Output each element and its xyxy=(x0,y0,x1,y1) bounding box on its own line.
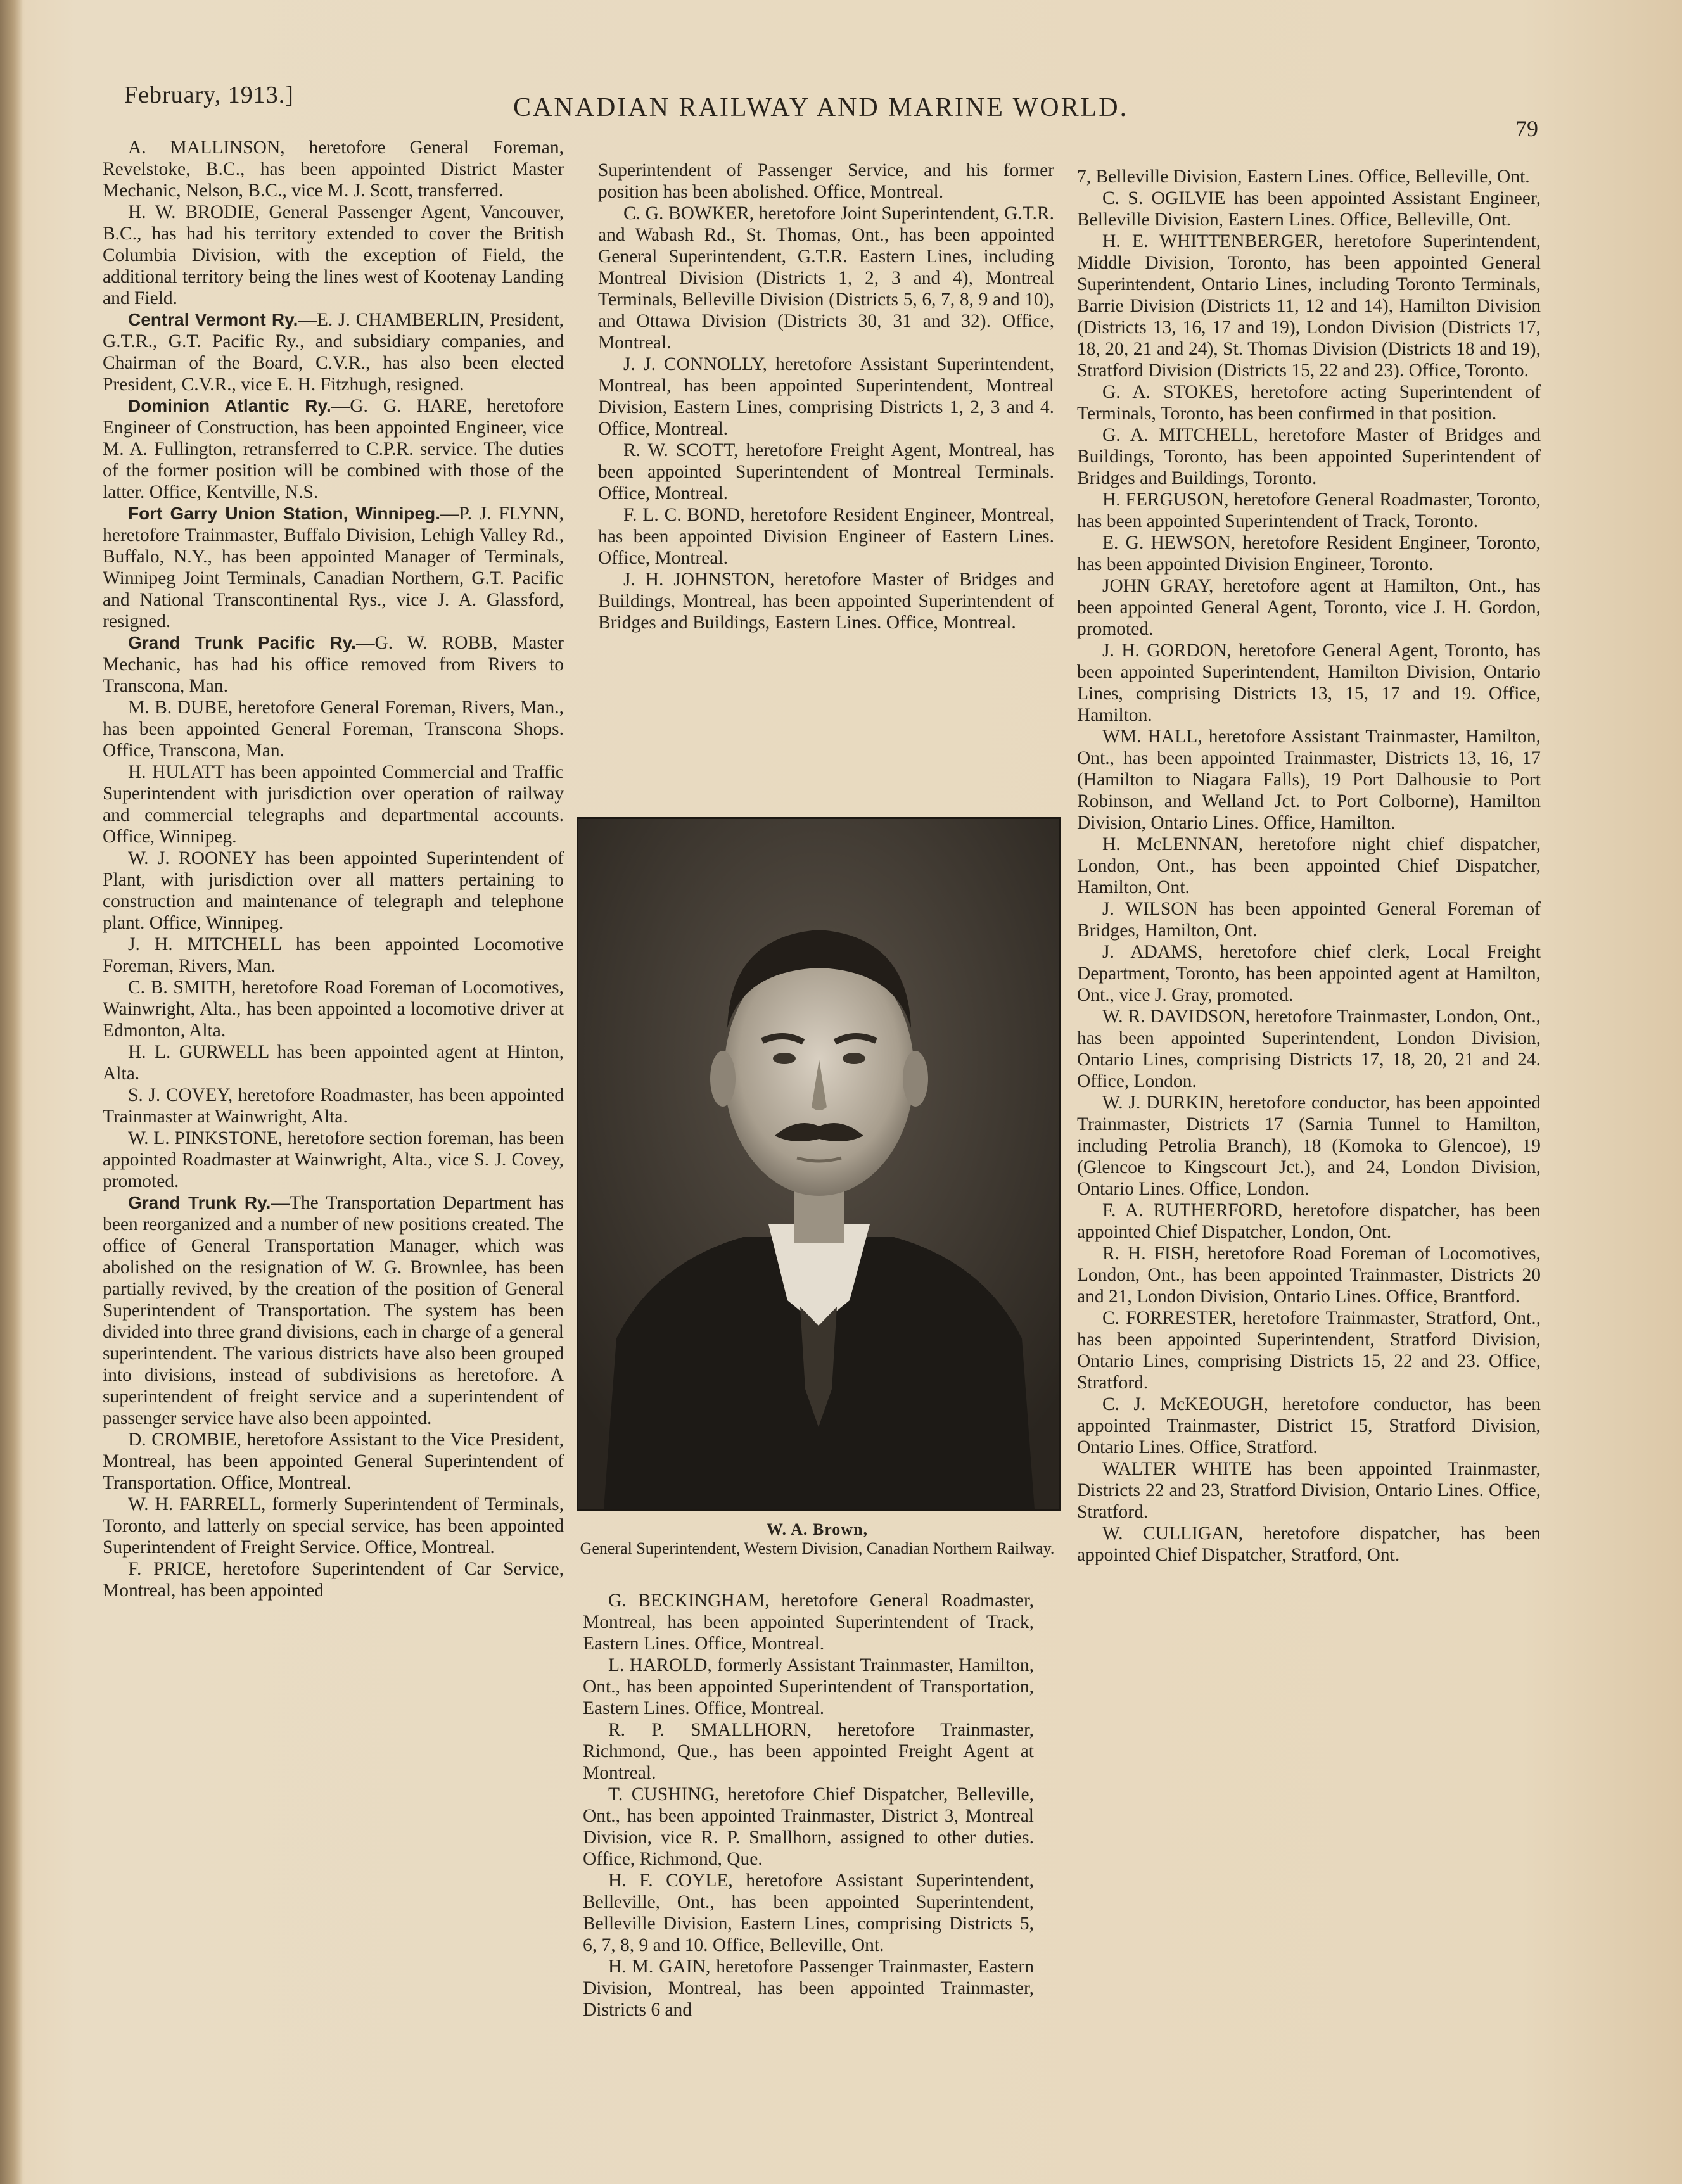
article-paragraph xyxy=(103,697,564,761)
article-paragraph xyxy=(598,203,1054,353)
paragraph-text: WM. HALL, heretofore Assistant Trainmaster, Hamilton, Ont., has been appointed Trainmaster, Districts 13, 16, 17 (Hamilton to Niagara Falls), 19 Port Dalhousie to Port Robinson, and Welland Jct. to Port Colborne), Hamilton Division, Ontario Lines. Office, Hamilton. xyxy=(1077,727,1541,833)
paragraph-text: JOHN GRAY, heretofore agent at Hamilton, Ont., has been appointed General Agent, Toronto, vice J. H. Gordon, promoted. xyxy=(1077,576,1541,639)
paragraph-text: J. J. CONNOLLY, heretofore Assistant Superintendent, Montreal, has been appointed Superintendent, Montreal Division, Eastern Lines, comprising Districts 1, 2, 3 and 4. Office, Montreal. xyxy=(598,354,1054,439)
article-paragraph xyxy=(1077,489,1541,532)
article-paragraph xyxy=(1077,1307,1541,1394)
article-paragraph xyxy=(103,1429,564,1494)
article-paragraph xyxy=(103,934,564,977)
paragraph-text: G. A. MITCHELL, heretofore Master of Bridges and Buildings, Toronto, has been appointed Superintendent of Bridges and Buildings, Toronto. xyxy=(1077,425,1541,488)
paragraph-text: C. G. BOWKER, heretofore Joint Superintendent, G.T.R. and Wabash Rd., St. Thomas, Ont., has been appointed General Superintendent, G.T.R. Eastern Lines, including Montreal Division (Districts 1, 2, 3 and 4), Montreal Terminals, Belleville Division (Districts 5, 6, 7, 8, 9 and 10), and Ottawa Division (Districts 30, 31 and 32). Office, Montreal. xyxy=(598,203,1054,353)
paragraph-text: C. B. SMITH, heretofore Road Foreman of Locomotives, Wainwright, Alta., has been appointed a locomotive driver at Edmonton, Alta. xyxy=(103,977,564,1041)
paragraph-text: G. A. STOKES, heretofore acting Superintendent of Terminals, Toronto, has been confirmed in that position. xyxy=(1077,382,1541,424)
article-paragraph xyxy=(103,503,564,632)
article-paragraph xyxy=(1077,1523,1541,1566)
paragraph-text: —E. J. CHAMBERLIN, President, G.T.R., G.T. Pacific Ry., and subsidiary companies, and Chairman of the Board, C.V.R., has also been elected President, C.V.R., vice E. H. Fitzhugh, resigned. xyxy=(103,310,564,395)
article-paragraph xyxy=(103,1192,564,1429)
article-paragraph xyxy=(103,137,564,201)
portrait-photo xyxy=(577,817,1061,1511)
paragraph-text: F. PRICE, heretofore Superintendent of Car Service, Montreal, has been appointed xyxy=(103,1559,564,1601)
paragraph-text: H. E. WHITTENBERGER, heretofore Superintendent, Middle Division, Toronto, has been appointed General Superintendent, Ontario Lines, including Toronto Terminals, Barrie Division (Districts 11, 12 and 14), Hamilton Division (Districts 13, 16, 17 and 19), London Division (Districts 17, 18, 20, 21 and 24), St. Thomas Division (Districts 18 and 19), Stratford Division (Districts 15, 22 and 23). Office, Toronto. xyxy=(1077,231,1541,381)
article-paragraph xyxy=(1077,640,1541,726)
paragraph-text: J. H. GORDON, heretofore General Agent, Toronto, has been appointed Superintendent, Hamilton Division, Ontario Lines, comprising Districts 13, 15, 17 and 19. Office, Hamilton. xyxy=(1077,640,1541,725)
article-paragraph xyxy=(598,353,1054,440)
paragraph-text: —P. J. FLYNN, heretofore Trainmaster, Buffalo Division, Lehigh Valley Rd., Buffalo, N.Y., has been appointed Manager of Terminals, Winnipeg Joint Terminals, Canadian Northern, G.T. Pacific and National Transcontinental Rys., vice J. A. Glassford, resigned. xyxy=(103,504,564,632)
article-paragraph xyxy=(1077,1006,1541,1092)
paragraph-text: 7, Belleville Division, Eastern Lines. Office, Belleville, Ont. xyxy=(1077,167,1530,187)
article-paragraph xyxy=(103,977,564,1041)
article-paragraph xyxy=(583,1590,1034,1654)
paragraph-text: C. FORRESTER, heretofore Trainmaster, Stratford, Ont., has been appointed Superintendent, Stratford Division, Ontario Lines, comprising Districts 15, 22 and 23. Office, Stratford. xyxy=(1077,1308,1541,1393)
paragraph-text: H. M. GAIN, heretofore Passenger Trainmaster, Eastern Division, Montreal, has been appointed Trainmaster, Districts 6 and xyxy=(583,1957,1034,2020)
column-middle-bottom xyxy=(583,1590,1034,2021)
page-number: 79 xyxy=(1515,116,1538,141)
paragraph-text: C. J. McKEOUGH, heretofore conductor, has been appointed Trainmaster, District 15, Stratford Division, Ontario Lines. Office, Stratford. xyxy=(1077,1394,1541,1457)
article-paragraph xyxy=(1077,726,1541,834)
article-paragraph xyxy=(1077,187,1541,231)
paragraph-text: W. R. DAVIDSON, heretofore Trainmaster, London, Ont., has been appointed Superintendent, London Division, Ontario Lines, comprising Districts 17, 18, 20, 21 and 24. Office, London. xyxy=(1077,1006,1541,1091)
article-paragraph xyxy=(103,201,564,309)
paragraph-text: H. McLENNAN, heretofore night chief dispatcher, London, Ont., has been appointed Chief Dispatcher, Hamilton, Ont. xyxy=(1077,834,1541,898)
article-paragraph xyxy=(1077,231,1541,381)
article-paragraph xyxy=(1077,941,1541,1006)
article-paragraph xyxy=(1077,1200,1541,1243)
paragraph-text: J. ADAMS, heretofore chief clerk, Local Freight Department, Toronto, has been appointed agent at Hamilton, Ont., vice J. Gray, promoted. xyxy=(1077,942,1541,1005)
article-paragraph xyxy=(103,632,564,697)
paragraph-text: H. L. GURWELL has been appointed agent at Hinton, Alta. xyxy=(103,1042,564,1084)
paragraph-text: W. H. FARRELL, formerly Superintendent of Terminals, Toronto, and latterly on special service, has been appointed Superintendent of Freight Service. Office, Montreal. xyxy=(103,1494,564,1558)
article-paragraph xyxy=(103,395,564,503)
issue-date: February, 1913.] xyxy=(124,82,294,108)
paragraph-text: —The Transportation Department has been reorganized and a number of new positions created. The office of General Transportation Manager, which was abolished on the resignation of W. G. Brownlee, has been partially revived, by the creation of the position of General Superintendent of Transportation. The system has been divided into three grand divisions, each in charge of a general superintendent. The various districts have also been grouped into divisions, instead of subdivisions as heretofore. A superintendent of freight service and a superintendent of passenger service have also been appointed. xyxy=(103,1193,564,1428)
article-paragraph xyxy=(598,440,1054,504)
article-paragraph xyxy=(1077,1243,1541,1307)
paragraph-text: D. CROMBIE, heretofore Assistant to the Vice President, Montreal, has been appointed General Superintendent of Transportation. Office, Montreal. xyxy=(103,1430,564,1493)
article-paragraph xyxy=(1077,1458,1541,1523)
article-paragraph xyxy=(103,1494,564,1558)
paragraph-text: Superintendent of Passenger Service, and his former position has been abolished. Office, Montreal. xyxy=(598,160,1054,202)
paragraph-text: W. CULLIGAN, heretofore dispatcher, has been appointed Chief Dispatcher, Stratford, Ont. xyxy=(1077,1523,1541,1565)
paragraph-text: R. P. SMALLHORN, heretofore Trainmaster, Richmond, Que., has been appointed Freight Agent at Montreal. xyxy=(583,1720,1034,1783)
caption-name: W. A. Brown, xyxy=(766,1520,869,1539)
paragraph-text: W. L. PINKSTONE, heretofore section foreman, has been appointed Roadmaster at Wainwright, Alta., vice S. J. Covey, promoted. xyxy=(103,1128,564,1191)
section-heading: Fort Garry Union Station, Winnipeg. xyxy=(128,504,440,523)
paragraph-text: S. J. COVEY, heretofore Roadmaster, has been appointed Trainmaster at Wainwright, Alta. xyxy=(103,1085,564,1127)
column-right xyxy=(1077,166,1541,1566)
article-paragraph xyxy=(1077,424,1541,489)
article-paragraph xyxy=(583,1870,1034,1956)
article-paragraph xyxy=(1077,834,1541,898)
article-paragraph xyxy=(583,1956,1034,2021)
paragraph-text: L. HAROLD, formerly Assistant Trainmaster, Hamilton, Ont., has been appointed Superintendent of Transportation, Eastern Lines. Office, Montreal. xyxy=(583,1655,1034,1718)
paragraph-text: J. H. MITCHELL has been appointed Locomotive Foreman, Rivers, Man. xyxy=(103,934,564,976)
article-paragraph xyxy=(583,1784,1034,1870)
binding-gutter xyxy=(0,0,23,2184)
article-paragraph xyxy=(1077,898,1541,941)
paragraph-text: R. W. SCOTT, heretofore Freight Agent, Montreal, has been appointed Superintendent of Montreal Terminals. Office, Montreal. xyxy=(598,440,1054,504)
section-heading: Grand Trunk Pacific Ry. xyxy=(128,633,356,652)
paragraph-text: R. H. FISH, heretofore Road Foreman of Locomotives, London, Ont., has been appointed Trainmaster, Districts 20 and 21, London Division, Ontario Lines. Office, Brantford. xyxy=(1077,1243,1541,1307)
article-paragraph xyxy=(103,1127,564,1192)
article-paragraph xyxy=(1077,381,1541,424)
article-paragraph xyxy=(583,1654,1034,1719)
article-paragraph xyxy=(1077,575,1541,640)
paragraph-text: C. S. OGILVIE has been appointed Assistant Engineer, Belleville Division, Eastern Lines. Office, Belleville, Ont. xyxy=(1077,188,1541,230)
paragraph-text: —G. W. ROBB, Master Mechanic, has had his office removed from Rivers to Transcona, Man. xyxy=(103,633,564,696)
article-paragraph xyxy=(103,848,564,934)
paragraph-text: H. W. BRODIE, General Passenger Agent, Vancouver, B.C., has had his territory extended to cover the British Columbia Division, with the exception of Field, the additional territory being the lines west of Kootenay Landing and Field. xyxy=(103,202,564,308)
section-heading: Grand Trunk Ry. xyxy=(128,1193,271,1212)
photo-caption xyxy=(570,1520,1064,1558)
article-paragraph xyxy=(1077,1092,1541,1200)
article-paragraph xyxy=(598,504,1054,569)
portrait-illustration xyxy=(578,819,1059,1509)
paragraph-text: H. F. COYLE, heretofore Assistant Superintendent, Belleville, Ont., has been appointed Superintendent, Belleville Division, Eastern Lines, comprising Districts 5, 6, 7, 8, 9 and 10. Office, Belleville, Ont. xyxy=(583,1870,1034,1955)
section-heading: Dominion Atlantic Ry. xyxy=(128,396,331,416)
paragraph-text: WALTER WHITE has been appointed Trainmaster, Districts 22 and 23, Stratford Division, Ontario Lines. Office, Stratford. xyxy=(1077,1459,1541,1522)
article-paragraph xyxy=(1077,1394,1541,1458)
paragraph-text: M. B. DUBE, heretofore General Foreman, Rivers, Man., has been appointed General Foreman, Transcona Shops. Office, Transcona, Man. xyxy=(103,697,564,761)
paragraph-text: F. L. C. BOND, heretofore Resident Engineer, Montreal, has been appointed Division Engineer of Eastern Lines. Office, Montreal. xyxy=(598,505,1054,568)
article-paragraph xyxy=(103,309,564,395)
paragraph-text: G. BECKINGHAM, heretofore General Roadmaster, Montreal, has been appointed Superintendent of Track, Eastern Lines. Office, Montreal. xyxy=(583,1590,1034,1654)
article-paragraph xyxy=(1077,532,1541,575)
column-left xyxy=(103,137,564,1601)
paragraph-text: J. WILSON has been appointed General Foreman of Bridges, Hamilton, Ont. xyxy=(1077,899,1541,941)
article-paragraph xyxy=(103,1041,564,1084)
paragraph-text: —G. G. HARE, heretofore Engineer of Construction, has been appointed Engineer, vice M. A. Fullington, retransferred to C.P.R. service. The duties of the former position will be combined with those of the latter. Office, Kentville, N.S. xyxy=(103,396,564,502)
paragraph-text: W. J. DURKIN, heretofore conductor, has been appointed Trainmaster, Districts 17 (Sarnia Tunnel to Hamilton, including Petrolia Branch), 18 (Komoka to Glencoe), 19 (Glencoe to Kingscourt Jct.), and 24, London Division, Ontario Lines. Office, London. xyxy=(1077,1093,1541,1199)
article-paragraph xyxy=(598,569,1054,633)
paragraph-text: T. CUSHING, heretofore Chief Dispatcher, Belleville, Ont., has been appointed Trainmaster, District 3, Montreal Division, vice R. P. Smallhorn, assigned to other duties. Office, Richmond, Que. xyxy=(583,1784,1034,1869)
article-paragraph xyxy=(103,1084,564,1127)
paragraph-text: J. H. JOHNSTON, heretofore Master of Bridges and Buildings, Montreal, has been appointed Superintendent of Bridges and Buildings, Eastern Lines. Office, Montreal. xyxy=(598,569,1054,633)
column-middle-top xyxy=(598,160,1054,633)
paragraph-text: F. A. RUTHERFORD, heretofore dispatcher, has been appointed Chief Dispatcher, London, Ont. xyxy=(1077,1200,1541,1242)
paragraph-text: E. G. HEWSON, heretofore Resident Engineer, Toronto, has been appointed Division Engineer, Toronto. xyxy=(1077,533,1541,575)
paragraph-text: H. HULATT has been appointed Commercial and Traffic Superintendent with jurisdiction over operation of railway and commercial telegraphs and departmental accounts. Office, Winnipeg. xyxy=(103,762,564,847)
caption-title: General Superintendent, Western Division, Canadian Northern Railway. xyxy=(580,1539,1055,1558)
article-paragraph xyxy=(1077,166,1541,187)
paragraph-text: W. J. ROONEY has been appointed Superintendent of Plant, with jurisdiction over all matters pertaining to construction and maintenance of telegraph and telephone plant. Office, Winnipeg. xyxy=(103,848,564,933)
article-paragraph xyxy=(103,1558,564,1601)
paragraph-text: H. FERGUSON, heretofore General Roadmaster, Toronto, has been appointed Superintendent of Track, Toronto. xyxy=(1077,490,1541,531)
section-heading: Central Vermont Ry. xyxy=(128,310,298,329)
article-paragraph xyxy=(598,160,1054,203)
article-paragraph xyxy=(583,1719,1034,1784)
publication-title: CANADIAN RAILWAY AND MARINE WORLD. xyxy=(513,93,1129,122)
paragraph-text: A. MALLINSON, heretofore General Foreman, Revelstoke, B.C., has been appointed District Master Mechanic, Nelson, B.C., vice M. J. Scott, transferred. xyxy=(103,137,564,201)
article-paragraph xyxy=(103,761,564,848)
